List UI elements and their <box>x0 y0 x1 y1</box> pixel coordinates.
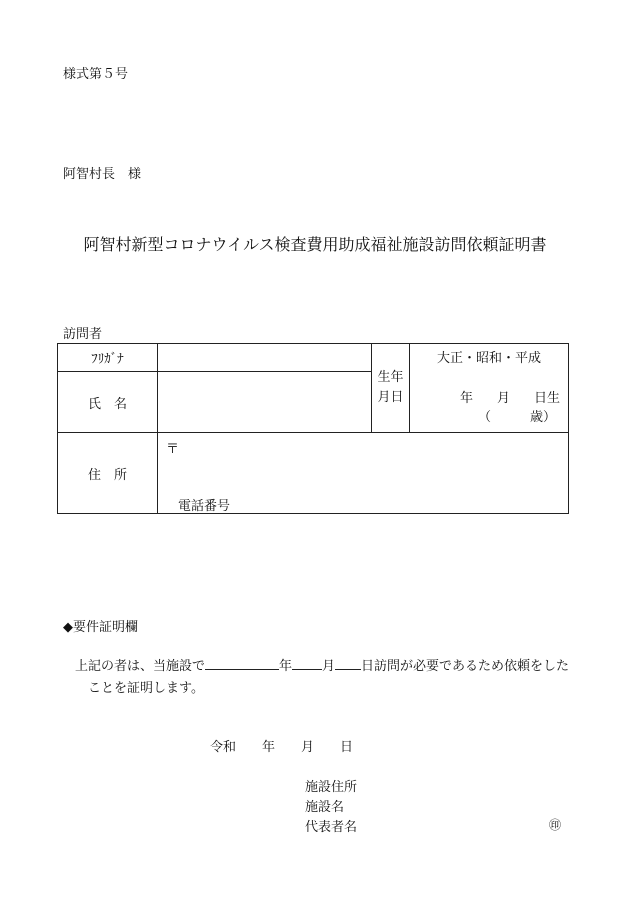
name-label: 氏 名 <box>58 372 158 433</box>
date-era: 令和 <box>210 740 237 755</box>
facility-address-label: 施設住所 <box>305 780 358 795</box>
date-day-unit: 日 <box>340 740 354 755</box>
address-field[interactable] <box>158 433 569 514</box>
seal-mark: ㊞ <box>549 818 562 832</box>
document-title: 阿智村新型コロナウイルス検査費用助成福祉施設訪問依頼証明書 <box>83 235 547 254</box>
birthdate-label-line1: 生年 <box>377 370 404 385</box>
year-unit: 年 <box>459 391 473 406</box>
statement-prefix: 上記の者は、当施設で <box>75 659 206 674</box>
birthdate-label <box>372 344 410 433</box>
form-number: 様式第５号 <box>63 67 129 82</box>
name-field[interactable] <box>158 372 372 433</box>
certification-statement <box>75 656 569 700</box>
visit-month-unit: 月 <box>322 659 336 674</box>
furigana-label: ﾌﾘｶﾞﾅ <box>58 344 158 372</box>
visit-year-blank[interactable] <box>205 657 279 670</box>
date-month-unit: 月 <box>301 740 315 755</box>
date-year-unit: 年 <box>262 740 276 755</box>
certification-line-1 <box>75 656 569 678</box>
phone-label: 電話番号 <box>178 499 231 514</box>
birthdate-label-line2: 月日 <box>377 390 404 405</box>
furigana-field[interactable] <box>158 344 372 372</box>
visitor-section-label: 訪問者 <box>63 327 103 342</box>
age-field: （ 歳） <box>477 410 556 425</box>
birthdate-field[interactable] <box>410 344 569 433</box>
visitor-table <box>57 343 569 514</box>
addressee: 阿智村長 様 <box>63 167 142 182</box>
certification-title: ◆要件証明欄 <box>63 620 138 635</box>
postal-mark: 〒 <box>166 442 180 457</box>
era-options: 大正・昭和・平成 <box>436 351 541 366</box>
certification-date <box>210 736 353 755</box>
visit-month-blank[interactable] <box>292 657 322 670</box>
month-unit: 月 <box>496 391 510 406</box>
facility-name-label: 施設名 <box>305 800 345 815</box>
representative-label: 代表者名 <box>305 820 358 835</box>
certification-line-2: ことを証明します。 <box>88 681 204 696</box>
day-unit: 日生 <box>533 391 560 406</box>
visit-year-unit: 年 <box>279 659 293 674</box>
statement-suffix: 日訪問が必要であるため依頼をした <box>361 659 570 674</box>
visit-day-blank[interactable] <box>335 657 361 670</box>
birthdate-units <box>460 387 560 406</box>
address-label: 住 所 <box>58 433 158 514</box>
